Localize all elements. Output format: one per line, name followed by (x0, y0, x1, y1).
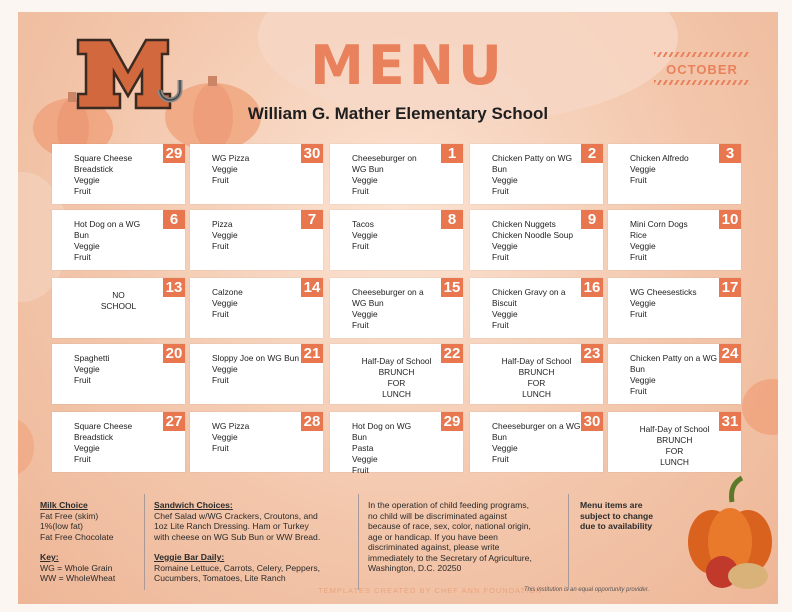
menu-item: Veggie (352, 454, 378, 464)
menu-day-cell (190, 144, 323, 204)
menu-items (630, 153, 737, 186)
milk-line: 1%(low fat) (40, 521, 83, 531)
menu-item: NO (112, 290, 125, 300)
menu-item: BRUNCH (518, 367, 555, 377)
menu-item: Veggie (630, 164, 656, 174)
menu-day-cell (190, 210, 323, 270)
menu-items (492, 153, 599, 197)
milk-choice-heading: Milk Choice (40, 500, 88, 510)
menu-day-cell (52, 210, 185, 270)
menu-item: Rice (630, 230, 647, 240)
day-number: 27 (163, 412, 185, 431)
menu-day-cell (330, 278, 463, 338)
menu-day-cell (470, 344, 603, 404)
menu-items (492, 421, 599, 465)
menu-item: Bun (74, 230, 89, 240)
day-number: 30 (301, 144, 323, 163)
menu-item: Bun (492, 432, 507, 442)
menu-items (212, 287, 319, 320)
menu-items (492, 219, 599, 263)
statement-line: Washington, D.C. 20250 (368, 563, 462, 573)
menu-item: Breadstick (74, 164, 114, 174)
menu-item: Fruit (212, 443, 229, 453)
sandwich-line: 1oz Lite Ranch Dressing. Ham or Turkey (154, 521, 309, 531)
menu-item: WG Bun (352, 164, 384, 174)
menu-items (352, 287, 459, 331)
menu-item: Veggie (212, 164, 238, 174)
menu-item: Veggie (74, 241, 100, 251)
availability-notice (580, 500, 653, 532)
menu-item: Fruit (212, 175, 229, 185)
menu-item: Fruit (492, 186, 509, 196)
statement-line: no child will be discriminated against (368, 510, 508, 521)
menu-item: Fruit (212, 309, 229, 319)
menu-item: WG Pizza (212, 153, 250, 163)
key-line: WG = Whole Grain (40, 562, 113, 573)
menu-item: Pizza (212, 219, 233, 229)
menu-day-cell (52, 344, 185, 404)
menu-item: Hot Dog on WG (352, 421, 412, 431)
menu-item: Cheeseburger on (352, 153, 417, 163)
menu-item: Veggie (352, 230, 378, 240)
key-line: WW = WholeWheat (40, 573, 116, 583)
menu-item: Fruit (212, 241, 229, 251)
notice-line: Menu items are (580, 500, 643, 510)
menu-item: Veggie (492, 443, 518, 453)
menu-items (74, 153, 181, 197)
menu-item: Fruit (74, 375, 91, 385)
menu-day-cell (190, 278, 323, 338)
menu-item: Pasta (352, 443, 374, 453)
menu-item: LUNCH (660, 457, 689, 467)
month-label: OCTOBER (666, 62, 738, 77)
menu-item: Bun (630, 364, 645, 374)
menu-items (74, 353, 181, 386)
menu-item: Mini Corn Dogs (630, 219, 688, 229)
sandwich-line: with cheese on WG Sub Bun or WW Bread. (154, 531, 321, 542)
menu-items (212, 353, 319, 386)
menu-item: Fruit (492, 320, 509, 330)
sandwich-heading: Sandwich Choices: (154, 500, 233, 510)
menu-item: Calzone (212, 287, 243, 297)
menu-day-cell (608, 278, 741, 338)
decorative-stripe (654, 80, 750, 85)
school-logo (76, 38, 186, 110)
menu-day-cell (330, 144, 463, 204)
menu-items (56, 290, 181, 312)
menu-item: WG Cheesesticks (630, 287, 697, 297)
statement-line: discriminated against, please write (368, 542, 500, 552)
menu-day-cell (52, 144, 185, 204)
menu-items (352, 153, 459, 197)
menu-item: Tacos (352, 219, 374, 229)
menu-item: Breadstick (74, 432, 114, 442)
menu-day-cell (470, 210, 603, 270)
menu-item: Fruit (352, 465, 369, 475)
menu-item: Veggie (212, 432, 238, 442)
menu-item: Veggie (212, 364, 238, 374)
menu-items (74, 421, 181, 465)
day-number: 3 (719, 144, 741, 163)
menu-item: Veggie (630, 375, 656, 385)
menu-item: Veggie (352, 175, 378, 185)
menu-day-cell (190, 412, 323, 472)
divider (144, 494, 145, 590)
footer-credit: TEMPLATES CREATED BY CHEF ANN FOUNDATION (318, 586, 543, 595)
menu-day-cell (608, 144, 741, 204)
menu-item: LUNCH (522, 389, 551, 399)
menu-item: Bun (352, 432, 367, 442)
day-number: 7 (301, 210, 323, 229)
menu-item: LUNCH (382, 389, 411, 399)
day-number: 10 (719, 210, 741, 229)
menu-item: Chicken Patty on WG (492, 153, 573, 163)
menu-item: Veggie (212, 230, 238, 240)
day-number: 29 (163, 144, 185, 163)
menu-item: Chicken Alfredo (630, 153, 689, 163)
veggie-bar-line: Cucumbers, Tomatoes, Lite Ranch (154, 573, 286, 583)
veggie-bar-heading: Veggie Bar Daily: (154, 552, 225, 562)
school-name: William G. Mather Elementary School (247, 104, 549, 123)
menu-item: Veggie (492, 241, 518, 251)
menu-day-cell (52, 278, 185, 338)
menu-item: Fruit (212, 375, 229, 385)
statement-line: immediately to the Secretary of Agriculture, (368, 552, 532, 563)
decorative-stripe (654, 52, 750, 57)
menu-items (334, 356, 459, 400)
day-number: 6 (163, 210, 185, 229)
menu-day-cell (470, 144, 603, 204)
menu-title: MENU (310, 34, 506, 97)
menu-item: Bun (492, 164, 507, 174)
pumpkin-illustration-icon (682, 472, 778, 597)
menu-item: Half-Day of School (361, 356, 432, 366)
day-number: 9 (581, 210, 603, 229)
menu-day-cell (190, 344, 323, 404)
menu-item: Spaghetti (74, 353, 110, 363)
day-number: 2 (581, 144, 603, 163)
menu-item: Fruit (352, 241, 369, 251)
menu-item: Veggie (630, 241, 656, 251)
menu-item: BRUNCH (378, 367, 415, 377)
day-number: 15 (441, 278, 463, 297)
menu-day-cell (470, 278, 603, 338)
nondiscrimination-statement (368, 500, 532, 574)
pumpkin-icon (18, 412, 38, 482)
pumpkin-icon (736, 362, 778, 442)
menu-items (630, 219, 737, 263)
menu-items (492, 287, 599, 331)
menu-item: Fruit (492, 252, 509, 262)
menu-items (612, 424, 737, 468)
day-number: 8 (441, 210, 463, 229)
day-number: 13 (163, 278, 185, 297)
day-number: 24 (719, 344, 741, 363)
menu-item: Fruit (74, 454, 91, 464)
menu-item: Fruit (630, 309, 647, 319)
statement-line: In the operation of child feeding programs, (368, 500, 529, 510)
menu-item: Veggie (74, 175, 100, 185)
day-number: 22 (441, 344, 463, 363)
menu-item: SCHOOL (100, 301, 137, 311)
day-number: 14 (301, 278, 323, 297)
menu-item: FOR (387, 378, 406, 388)
menu-item: Veggie (630, 298, 656, 308)
sandwich-section (154, 500, 320, 584)
day-number: 31 (719, 412, 741, 431)
menu-item: FOR (527, 378, 546, 388)
menu-day-cell (470, 412, 603, 472)
menu-item: BRUNCH (656, 435, 693, 445)
day-number: 28 (301, 412, 323, 431)
menu-items (74, 219, 181, 263)
menu-day-cell (330, 210, 463, 270)
menu-items (630, 353, 737, 397)
menu-item: Chicken Nuggets (492, 219, 556, 229)
equal-opportunity-note: This institution is an equal opportunity provider. (524, 587, 650, 593)
menu-item: Fruit (492, 454, 509, 464)
menu-page (18, 12, 778, 604)
divider (568, 494, 569, 590)
menu-items (212, 421, 319, 454)
milk-choice-section (40, 500, 115, 584)
menu-day-cell (608, 210, 741, 270)
menu-item: Cheeseburger on a (352, 287, 424, 297)
menu-item: WG Bun (352, 298, 384, 308)
statement-line: because of race, sex, color, national origin, (368, 521, 531, 531)
menu-item: Sloppy Joe on WG Bun (212, 353, 300, 363)
notice-line: subject to change (580, 510, 654, 521)
notice-line: due to availability (580, 521, 653, 531)
menu-items (212, 153, 319, 186)
menu-item: Veggie (492, 309, 518, 319)
menu-item: Cheeseburger on a WG (492, 421, 581, 431)
milk-line: Fat Free Chocolate (40, 531, 114, 542)
menu-items (352, 219, 459, 252)
statement-line: age or handicap. If you have been (368, 531, 498, 542)
menu-item: WG Pizza (212, 421, 250, 431)
menu-item: Fruit (630, 386, 647, 396)
menu-item: Square Cheese (74, 421, 133, 431)
menu-item: Veggie (74, 364, 100, 374)
menu-day-cell (330, 344, 463, 404)
menu-item: FOR (665, 446, 684, 456)
menu-day-cell (330, 412, 463, 475)
day-number: 29 (441, 412, 463, 431)
menu-item: Half-Day of School (501, 356, 572, 366)
menu-day-cell (608, 344, 741, 404)
menu-item: Fruit (74, 252, 91, 262)
menu-item: Fruit (630, 252, 647, 262)
key-heading: Key: (40, 552, 59, 562)
menu-items (352, 421, 459, 476)
day-number: 17 (719, 278, 741, 297)
menu-item: Fruit (74, 186, 91, 196)
menu-items (212, 219, 319, 252)
menu-items (474, 356, 599, 400)
menu-item: Chicken Patty on a WG (630, 353, 718, 363)
menu-item: Chicken Noodle Soup (492, 230, 574, 240)
day-number: 30 (581, 412, 603, 431)
menu-item: Half-Day of School (639, 424, 710, 434)
menu-item: Fruit (352, 186, 369, 196)
veggie-bar-line: Romaine Lettuce, Carrots, Celery, Peppers, (154, 562, 321, 573)
milk-line: Fat Free (skim) (40, 510, 99, 521)
menu-day-cell (52, 412, 185, 472)
menu-item: Fruit (630, 175, 647, 185)
divider (358, 494, 359, 590)
day-number: 16 (581, 278, 603, 297)
day-number: 21 (301, 344, 323, 363)
sandwich-line: Chef Salad w/WG Crackers, Croutons, and (154, 510, 318, 521)
menu-item: Veggie (212, 298, 238, 308)
menu-item: Chicken Gravy on a (492, 287, 566, 297)
menu-item: Biscuit (492, 298, 517, 308)
menu-item: Veggie (492, 175, 518, 185)
menu-item: Fruit (352, 320, 369, 330)
day-number: 1 (441, 144, 463, 163)
day-number: 23 (581, 344, 603, 363)
menu-items (630, 287, 737, 320)
menu-item: Veggie (74, 443, 100, 453)
menu-item: Hot Dog on a WG (74, 219, 141, 229)
menu-day-cell (608, 412, 741, 472)
menu-item: Veggie (352, 309, 378, 319)
menu-item: Square Cheese (74, 153, 133, 163)
day-number: 20 (163, 344, 185, 363)
